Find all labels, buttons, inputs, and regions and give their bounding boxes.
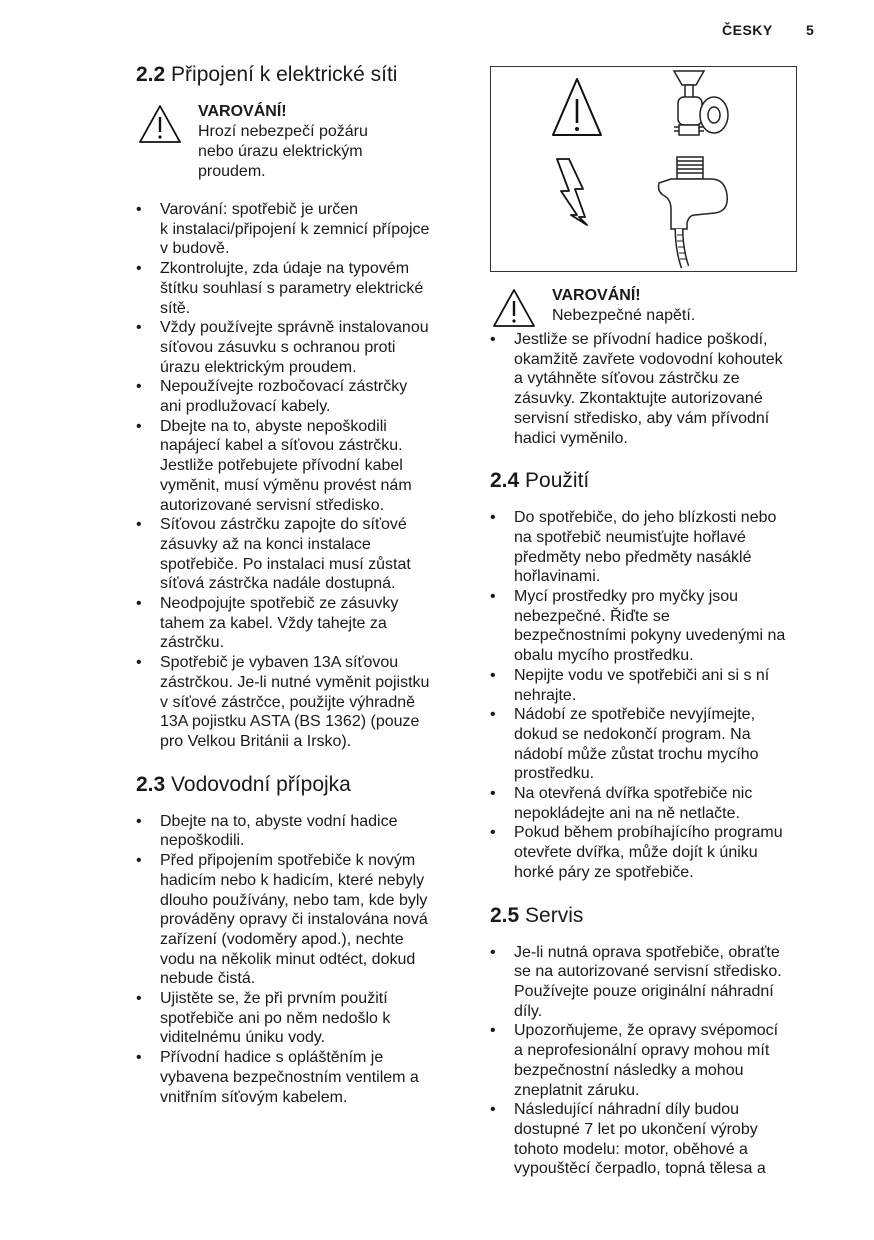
list-item-line: tohoto modelu: motor, oběhové a — [514, 1140, 748, 1158]
list-item — [490, 666, 820, 705]
list-item-line: síťovou zásuvku s ochranou proti — [160, 338, 396, 356]
warning-box-fire — [136, 102, 466, 182]
list-item — [136, 1048, 466, 1107]
section-2-2-heading — [136, 62, 466, 88]
list-item-line: • Varování: spotřebič je určen — [160, 201, 359, 218]
list-item-line: pro Velkou Británii a Irsko). — [160, 732, 352, 750]
list-item-line: napájecí kabel a síťovou zástrčku. — [160, 437, 403, 455]
warning-triangle-icon — [138, 104, 182, 144]
list-item-line: viditelnému úniku vody. — [160, 1029, 326, 1047]
list-item-line: hadicím nebo k hadicím, které nebyly — [160, 871, 425, 889]
list-item-line: tahem za kabel. Vždy tahejte za — [160, 614, 387, 632]
list-item-line: prostředku. — [514, 765, 595, 783]
section-title: Použití — [525, 469, 590, 493]
list-item-line: • Jestliže se přívodní hadice poškodí, — [514, 331, 768, 348]
use-bullet-list — [490, 508, 820, 882]
list-item-line: bezpečnostními pokyny uvedenými na — [514, 627, 786, 645]
high-voltage-icon — [557, 159, 587, 225]
list-item — [136, 200, 466, 259]
list-item — [490, 587, 820, 666]
list-item-line: spotřebiče. Po instalaci musí zůstat — [160, 555, 411, 573]
list-item-line: zneplatnit záruku. — [514, 1081, 640, 1099]
text-line: Hrozí nebezpečí požáru — [198, 123, 368, 140]
list-item-line: vyměnit, musí výměnu provést nám — [160, 476, 412, 494]
list-item-line: bezpečnostní následky a mohou — [514, 1061, 744, 1079]
section-title: Vodovodní přípojka — [171, 772, 351, 796]
list-item-line: • Neodpojujte spotřebič ze zásuvky — [160, 595, 399, 613]
text-line: proudem. — [198, 163, 266, 180]
list-item — [136, 851, 466, 989]
list-item-line: hadici vyměnilo. — [514, 429, 628, 447]
warning-triangle-icon — [553, 79, 601, 135]
list-item — [136, 417, 466, 516]
list-item-line: • Ujistěte se, že při prvním použití — [160, 990, 388, 1008]
warning-title: VAROVÁNÍ! — [552, 287, 641, 304]
section-number: 2.2 — [136, 63, 166, 86]
list-item-line: vypouštěcí čerpadlo, topná tělesa a — [514, 1160, 766, 1178]
list-item-line: • Do spotřebiče, do jeho blízkosti nebo — [514, 509, 777, 527]
section-2-5-heading — [490, 903, 820, 929]
header-language: ČESKY — [722, 22, 773, 38]
list-item-line: • Nepoužívejte rozbočovací zástrčky — [160, 378, 408, 396]
warning-text — [552, 306, 820, 326]
list-item-line: prováděny opravy či instalována nová — [160, 911, 428, 929]
list-item — [136, 812, 466, 851]
list-item — [136, 377, 466, 416]
list-item-line: nehrajte. — [514, 686, 577, 704]
list-item — [490, 508, 820, 587]
text-line: nebo úrazu elektrickým — [198, 143, 363, 160]
list-item-line: horké páry ze spotřebiče. — [514, 863, 694, 881]
list-item-line: dokud se nedokončí program. Na — [514, 725, 751, 743]
list-item-line: zařízení (vodoměry apod.), nechte — [160, 930, 404, 948]
list-item-line: Jestliže potřebujete přívodní kabel — [160, 457, 403, 475]
list-item — [136, 318, 466, 377]
list-item-line: nepoškodili. — [160, 832, 245, 850]
list-item-line: se na autorizované servisní středisko. — [514, 963, 782, 981]
list-item-line: • Zkontrolujte, zda údaje na typovém — [160, 260, 410, 278]
list-item-line: vodu na několik minut odtéct, dokud — [160, 950, 416, 968]
list-item-line: okamžitě zavřete vodovodní kohoutek — [514, 350, 783, 368]
hose-connector-icon — [659, 157, 728, 267]
list-item-line: servisní středisko, aby vám přívodní — [514, 409, 770, 427]
section-title: Servis — [525, 903, 584, 927]
list-item — [136, 653, 466, 752]
list-item-line: • Následující náhradní díly budou — [514, 1101, 740, 1119]
section-title: Připojení k elektrické síti — [171, 63, 398, 86]
list-item — [136, 594, 466, 653]
text-line: Nebezpečné napětí. — [552, 307, 696, 324]
list-item-line: ani prodlužovací kabely. — [160, 398, 331, 416]
list-item-line: zástrčku. — [160, 634, 225, 652]
list-item-line: štítku souhlasí s parametry elektrické — [160, 279, 424, 297]
list-item-line: nepokládejte ani na ně netlačte. — [514, 804, 740, 822]
warning-title: VAROVÁNÍ! — [198, 103, 287, 120]
list-item-line: díly. — [514, 1002, 543, 1020]
list-item-line: 13A pojistku ASTA (BS 1362) (pouze — [160, 713, 420, 731]
section-2-3-heading — [136, 772, 466, 798]
list-item-line: nebude čistá. — [160, 970, 256, 988]
section-2-4-heading — [490, 468, 820, 494]
list-item-line: vnitřním síťovým kabelem. — [160, 1088, 348, 1106]
warning-text — [198, 122, 466, 182]
list-item-line: k instalaci/připojení k zemnicí přípojce — [160, 220, 430, 238]
list-item-line: a vytáhněte síťovou zástrčku ze — [514, 370, 740, 388]
list-item-line: a neprofesionální opravy mohou mít — [514, 1042, 770, 1060]
list-item — [490, 1021, 820, 1100]
list-item — [490, 823, 820, 882]
section-number: 2.4 — [490, 469, 520, 493]
list-item — [490, 705, 820, 784]
left-column — [136, 62, 466, 1107]
list-item-line: na spotřebič neumisťujte hořlavé — [514, 528, 746, 546]
list-item-line: • Vždy používejte správně instalovanou — [160, 319, 429, 337]
list-item-line: předměty nebo předměty nasáklé — [514, 548, 752, 566]
list-item-line: zástrčkou. Je-li nutné vyměnit pojistku — [160, 673, 430, 691]
list-item-line: v budově. — [160, 240, 230, 258]
list-item — [490, 784, 820, 823]
section-number: 2.5 — [490, 903, 520, 927]
list-item-line: vybavena bezpečnostním ventilem a — [160, 1068, 419, 1086]
hose-illustration — [490, 66, 797, 272]
list-item — [490, 1100, 820, 1179]
list-item-line: • Přívodní hadice s opláštěním je — [160, 1049, 384, 1067]
list-item-line: zásuvky. Zkontaktujte autorizované — [514, 390, 763, 408]
list-item-line: • Upozorňujeme, že opravy svépomocí — [514, 1022, 779, 1040]
service-bullet-list — [490, 943, 820, 1179]
water-tap-icon — [674, 71, 728, 135]
list-item — [136, 989, 466, 1048]
list-item — [490, 943, 820, 1022]
page-number: 5 — [806, 22, 814, 38]
list-item-line: • Je-li nutná oprava spotřebiče, obraťte — [514, 943, 780, 961]
list-item-line: • Síťovou zástrčku zapojte do síťové — [160, 516, 407, 534]
list-item-line: • Mycí prostředky pro myčky jsou — [514, 588, 739, 606]
hose-damage-bullet-list — [490, 330, 820, 448]
list-item-line: dlouho používány, nebo tam, kde byly — [160, 891, 428, 909]
list-item-line: • Nepijte vodu ve spotřebiči ani si s ní — [514, 666, 770, 684]
list-item-line: otevřete dvířka, může dojít k úniku — [514, 844, 758, 862]
list-item-line: spotřebiče ani po něm nedošlo k — [160, 1009, 391, 1027]
electrical-bullet-list — [136, 200, 466, 752]
list-item-line: autorizované servisní středisko. — [160, 496, 385, 514]
list-item — [136, 515, 466, 594]
list-item-line: sítě. — [160, 299, 191, 317]
list-item-line: • Nádobí ze spotřebiče nevyjímejte, — [514, 706, 756, 724]
right-column — [490, 66, 820, 1179]
list-item-line: v síťové zástrčce, použijte výhradně — [160, 693, 416, 711]
list-item-line: nádobí může zůstat trochu mycího — [514, 745, 759, 763]
warning-box-voltage — [490, 286, 820, 326]
list-item-line: • Dbejte na to, abyste nepoškodili — [160, 417, 387, 435]
list-item-line: dostupné 7 let po ukončení výroby — [514, 1120, 758, 1138]
list-item-line: • Pokud během probíhajícího programu — [514, 824, 783, 842]
list-item-line: • Na otevřená dvířka spotřebiče nic — [514, 785, 753, 803]
list-item-line: • Před připojením spotřebiče k novým — [160, 852, 416, 870]
list-item-line: úrazu elektrickým proudem. — [160, 358, 357, 376]
list-item — [490, 330, 820, 448]
list-item-line: hořlavinami. — [514, 568, 601, 586]
section-number: 2.3 — [136, 772, 166, 796]
list-item-line: • Spotřebič je vybaven 13A síťovou — [160, 654, 399, 672]
list-item-line: Používejte pouze originální náhradní — [514, 982, 774, 1000]
warning-triangle-icon — [492, 288, 536, 328]
list-item-line: nebezpečné. Řiďte se — [514, 607, 670, 625]
list-item-line: zásuvky až na konci instalace — [160, 535, 371, 553]
list-item-line: • Dbejte na to, abyste vodní hadice — [160, 812, 398, 830]
list-item-line: obalu mycího prostředku. — [514, 647, 694, 665]
list-item — [136, 259, 466, 318]
list-item-line: síťová zástrčka nadále dostupná. — [160, 575, 396, 593]
water-bullet-list — [136, 812, 466, 1108]
